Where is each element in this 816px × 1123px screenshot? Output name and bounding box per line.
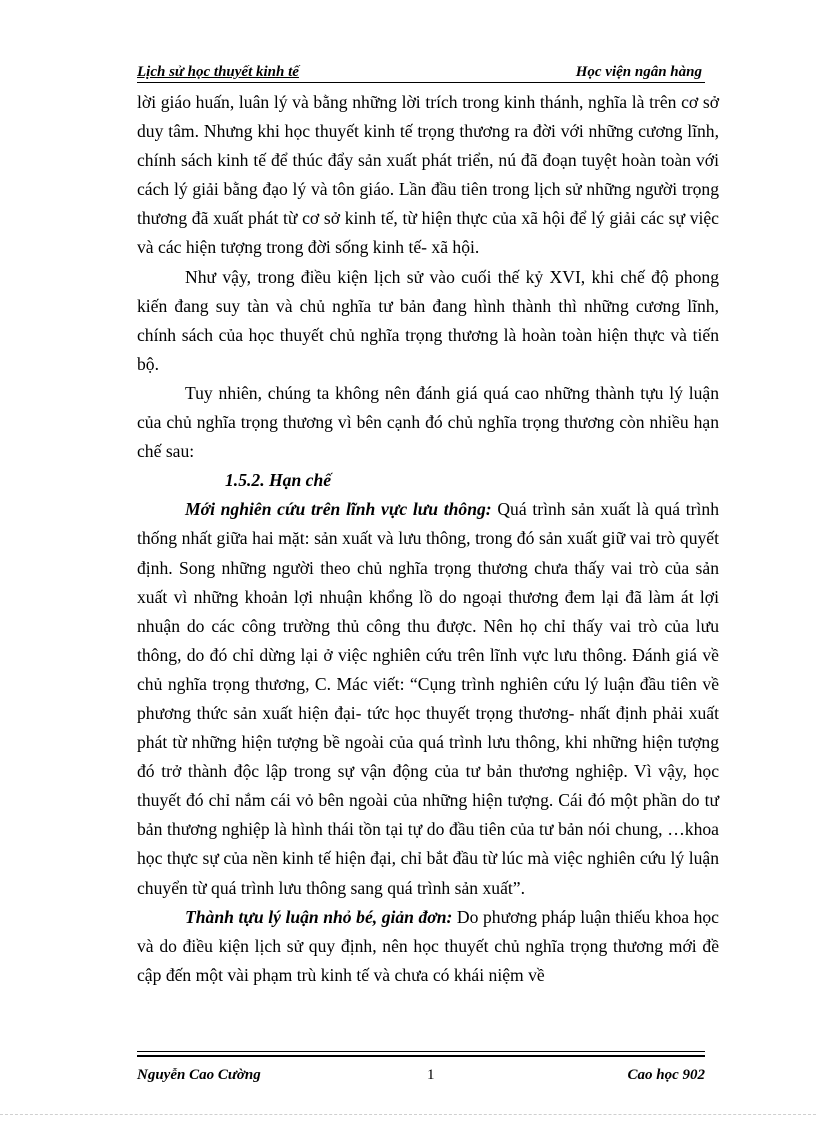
paragraph-lead: Mới nghiên cứu trên lĩnh vực lưu thông: (185, 499, 492, 520)
paragraph (137, 495, 719, 902)
footer-divider-thick (137, 1055, 705, 1057)
page-boundary (0, 1114, 816, 1115)
paragraph: Như vậy, trong điều kiện lịch sử vào cuối thế kỷ XVI, khi chế độ phong kiến đang suy tàn và chủ nghĩa tư bản đang hình thành thì những cương lĩnh, chính sách của học thuyết chủ nghĩa trọng thương là hoàn toàn hiện thực và tiến bộ. (137, 266, 719, 374)
header-divider (137, 82, 705, 83)
section-heading: 1.5.2. Hạn chế (225, 470, 332, 491)
paragraph-lead: Thành tựu lý luận nhỏ bé, giản đơn: (185, 906, 453, 927)
document-body (137, 88, 719, 990)
page-number: 1 (427, 1067, 435, 1083)
header-institution: Học viện ngân hàng (575, 64, 702, 80)
footer-author: Nguyễn Cao Cường (137, 1067, 261, 1083)
paragraph: lời giáo huấn, luân lý và bằng những lời trích trong kinh thánh, nghĩa là trên cơ sở duy tâm. Nhưng khi học thuyết kinh tế trọng thương ra đời với những cương lĩnh, chính sách kinh tế để thúc đẩy sản xuất phát triển, nú đã đoạn tuyệt hoàn toàn với cách lý giải bằng đạo lý và tôn giáo. Lần đầu tiên trong lịch sử những người trọng thương đã xuất phát từ cơ sở kinh tế, từ hiện thực của xã hội để lý giải các sự việc và các hiện tượng trong đời sống kinh tế- xã hội. (137, 92, 719, 258)
paragraph-text: Quá trình sản xuất là quá trình thống nhất giữa hai mặt: sản xuất và lưu thông, trong đó sản xuất giữ vai trò quyết định. Song những người theo chủ nghĩa trọng thương chưa thấy vai trò của sản xuất vì những khoản lợi nhuận khổng lồ do ngoại thương đem lại đã làm át lợi nhuận do các công trường thủ công thu được. Nên họ chỉ thấy vai trò của lưu thông, do đó chỉ dừng lại ở việc nghiên cứu trên lĩnh vực lưu thông. Đánh giá về chủ nghĩa trọng thương, C. Mác viết: “Cụng trình nghiên cứu lý luận đầu tiên về phương thức sản xuất hiện đại- tức học thuyết trọng thương- nhất định phải xuất phát từ những hiện tượng bề ngoài của quá trình lưu thông, khi những hiện tượng đó trở thành độc lập trong sự vận động của tư bản thương nghiệp. Vì vậy, học thuyết đó chỉ nắm cái vỏ bên ngoài của những hiện tượng. Cái đó một phần do tư bản thương nghiệp là hình thái tồn tại tự do đầu tiên của tư bản nói chung, …khoa học thực sự của nền kinh tế hiện đại, chỉ bắt đầu từ lúc mà việc nghiên cứu lý luận chuyển từ quá trình lưu thông sang quá trình sản xuất”. (137, 499, 720, 898)
page-footer (137, 1067, 705, 1087)
page-header (137, 64, 707, 82)
header-course-title: Lịch sử học thuyết kinh tế (137, 64, 299, 80)
footer-divider-thin (137, 1051, 705, 1052)
paragraph: Tuy nhiên, chúng ta không nên đánh giá quá cao những thành tựu lý luận của chủ nghĩa trọng thương vì bên cạnh đó chủ nghĩa trọng thương còn nhiều hạn chế sau: (137, 382, 719, 462)
paragraph (137, 903, 719, 990)
paragraph-text: Do phương pháp luận thiếu khoa học và do điều kiện lịch sử quy định, nên học thuyết chủ nghĩa trọng thương mới đề cập đến một vài phạm trù kinh tế và chưa có khái niệm về (137, 906, 719, 985)
footer-course: Cao học 902 (627, 1067, 705, 1083)
